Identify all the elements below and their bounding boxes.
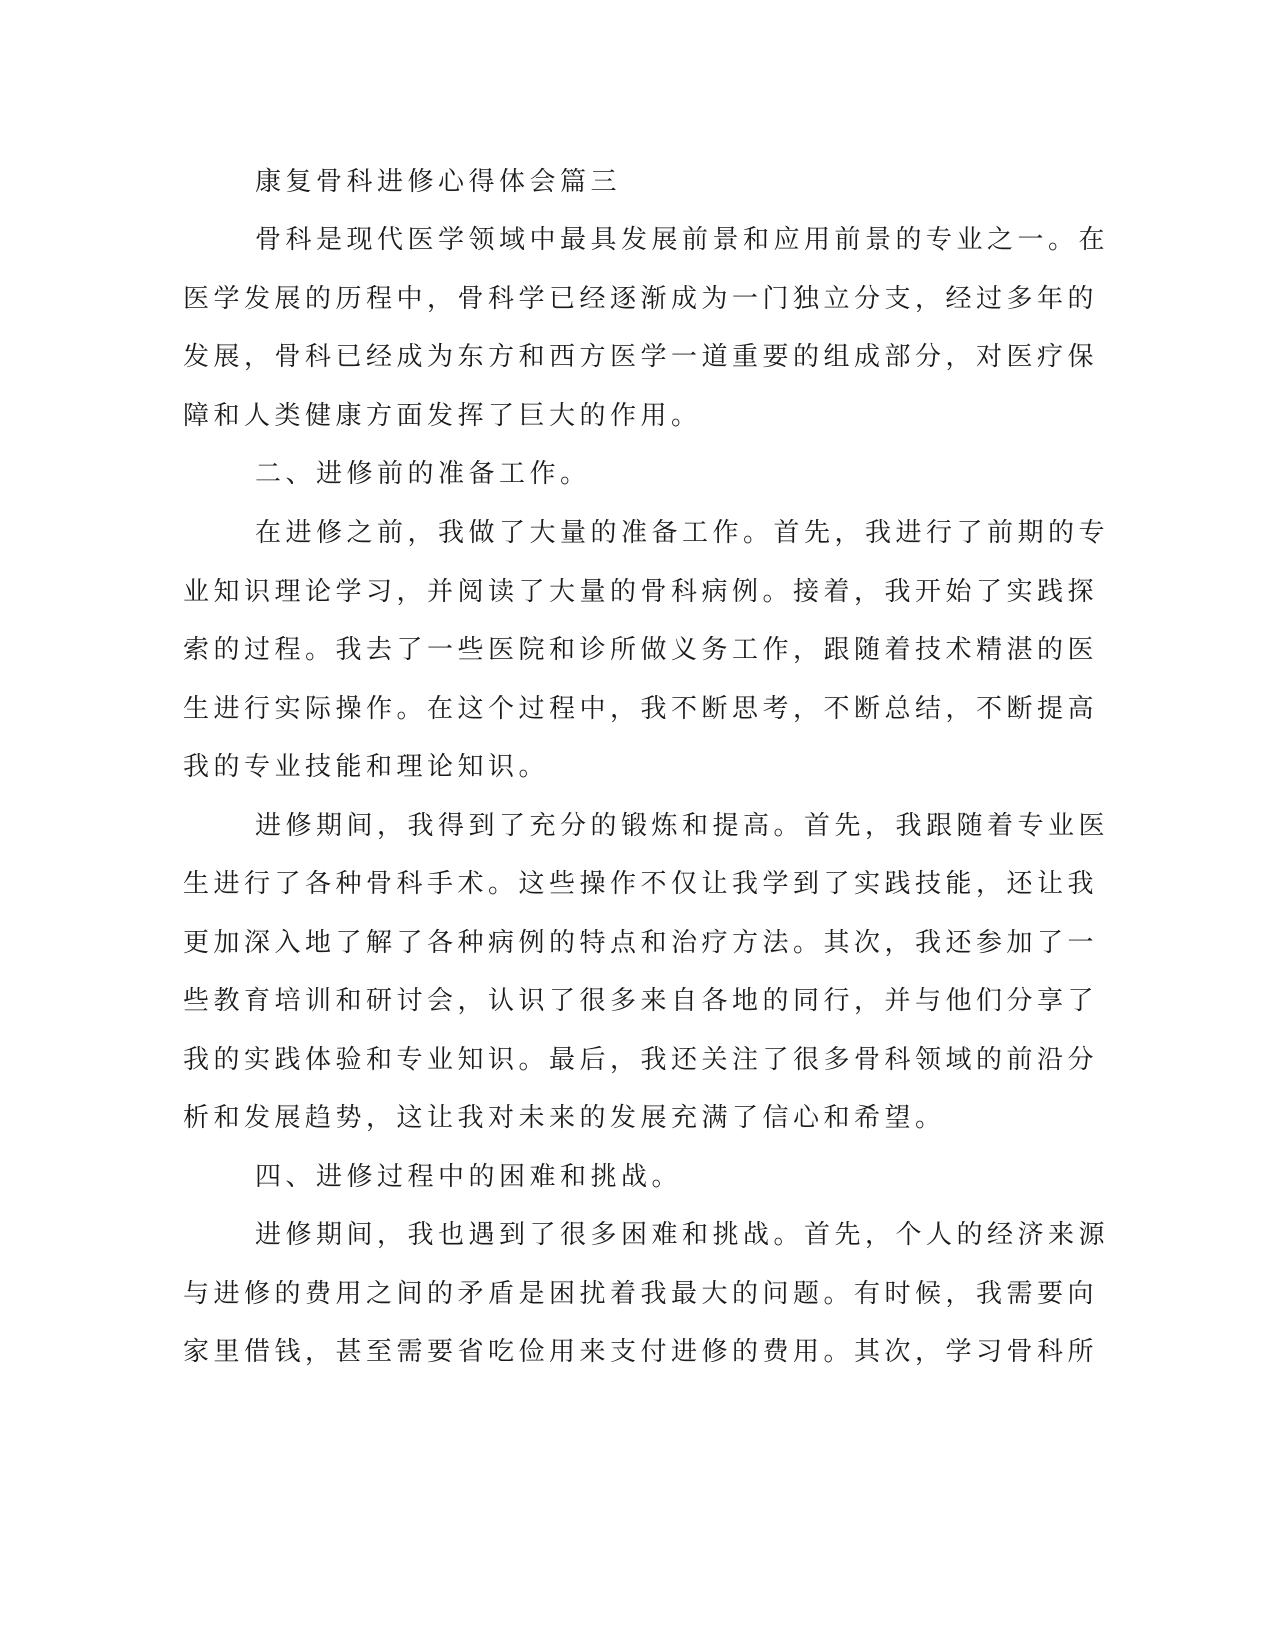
section-heading: 二、进修前的准备工作。 (255, 459, 591, 489)
document-title: 康复骨科进修心得体会篇三 (255, 167, 622, 197)
paragraph-line: 我的专业技能和理论知识。 (183, 752, 550, 782)
paragraph-line: 生进行了各种骨科手术。这些操作不仅让我学到了实践技能，还让我 (183, 869, 1099, 899)
paragraph-line: 在进修之前，我做了大量的准备工作。首先，我进行了前期的专 (255, 518, 1110, 548)
paragraph-line: 医学发展的历程中，骨科学已经逐渐成为一门独立分支，经过多年的 (183, 284, 1099, 314)
paragraph-line: 业知识理论学习，并阅读了大量的骨科病例。接着，我开始了实践探 (183, 577, 1099, 607)
paragraph-line: 进修期间，我得到了充分的锻炼和提高。首先，我跟随着专业医 (255, 811, 1110, 841)
paragraph-line: 析和发展趋势，这让我对未来的发展充满了信心和希望。 (183, 1103, 946, 1133)
paragraph-line: 发展，骨科已经成为东方和西方医学一道重要的组成部分，对医疗保 (183, 342, 1099, 372)
paragraph-line: 我的实践体验和专业知识。最后，我还关注了很多骨科领域的前沿分 (183, 1045, 1099, 1075)
paragraph-line: 更加深入地了解了各种病例的特点和治疗方法。其次，我还参加了一 (183, 928, 1099, 958)
paragraph-line: 骨科是现代医学领域中最具发展前景和应用前景的专业之一。在 (255, 225, 1110, 255)
paragraph-line: 索的过程。我去了一些医院和诊所做义务工作，跟随着技术精湛的医 (183, 635, 1099, 665)
paragraph-line: 生进行实际操作。在这个过程中，我不断思考，不断总结，不断提高 (183, 694, 1099, 724)
paragraph-line: 家里借钱，甚至需要省吃俭用来支付进修的费用。其次，学习骨科所 (183, 1337, 1099, 1367)
section-heading: 四、进修过程中的困难和挑战。 (255, 1162, 683, 1192)
paragraph-line: 些教育培训和研讨会，认识了很多来自各地的同行，并与他们分享了 (183, 986, 1099, 1016)
paragraph-line: 进修期间，我也遇到了很多困难和挑战。首先，个人的经济来源 (255, 1220, 1110, 1250)
paragraph-line: 与进修的费用之间的矛盾是困扰着我最大的问题。有时候，我需要向 (183, 1279, 1099, 1309)
paragraph-line: 障和人类健康方面发挥了巨大的作用。 (183, 401, 702, 431)
